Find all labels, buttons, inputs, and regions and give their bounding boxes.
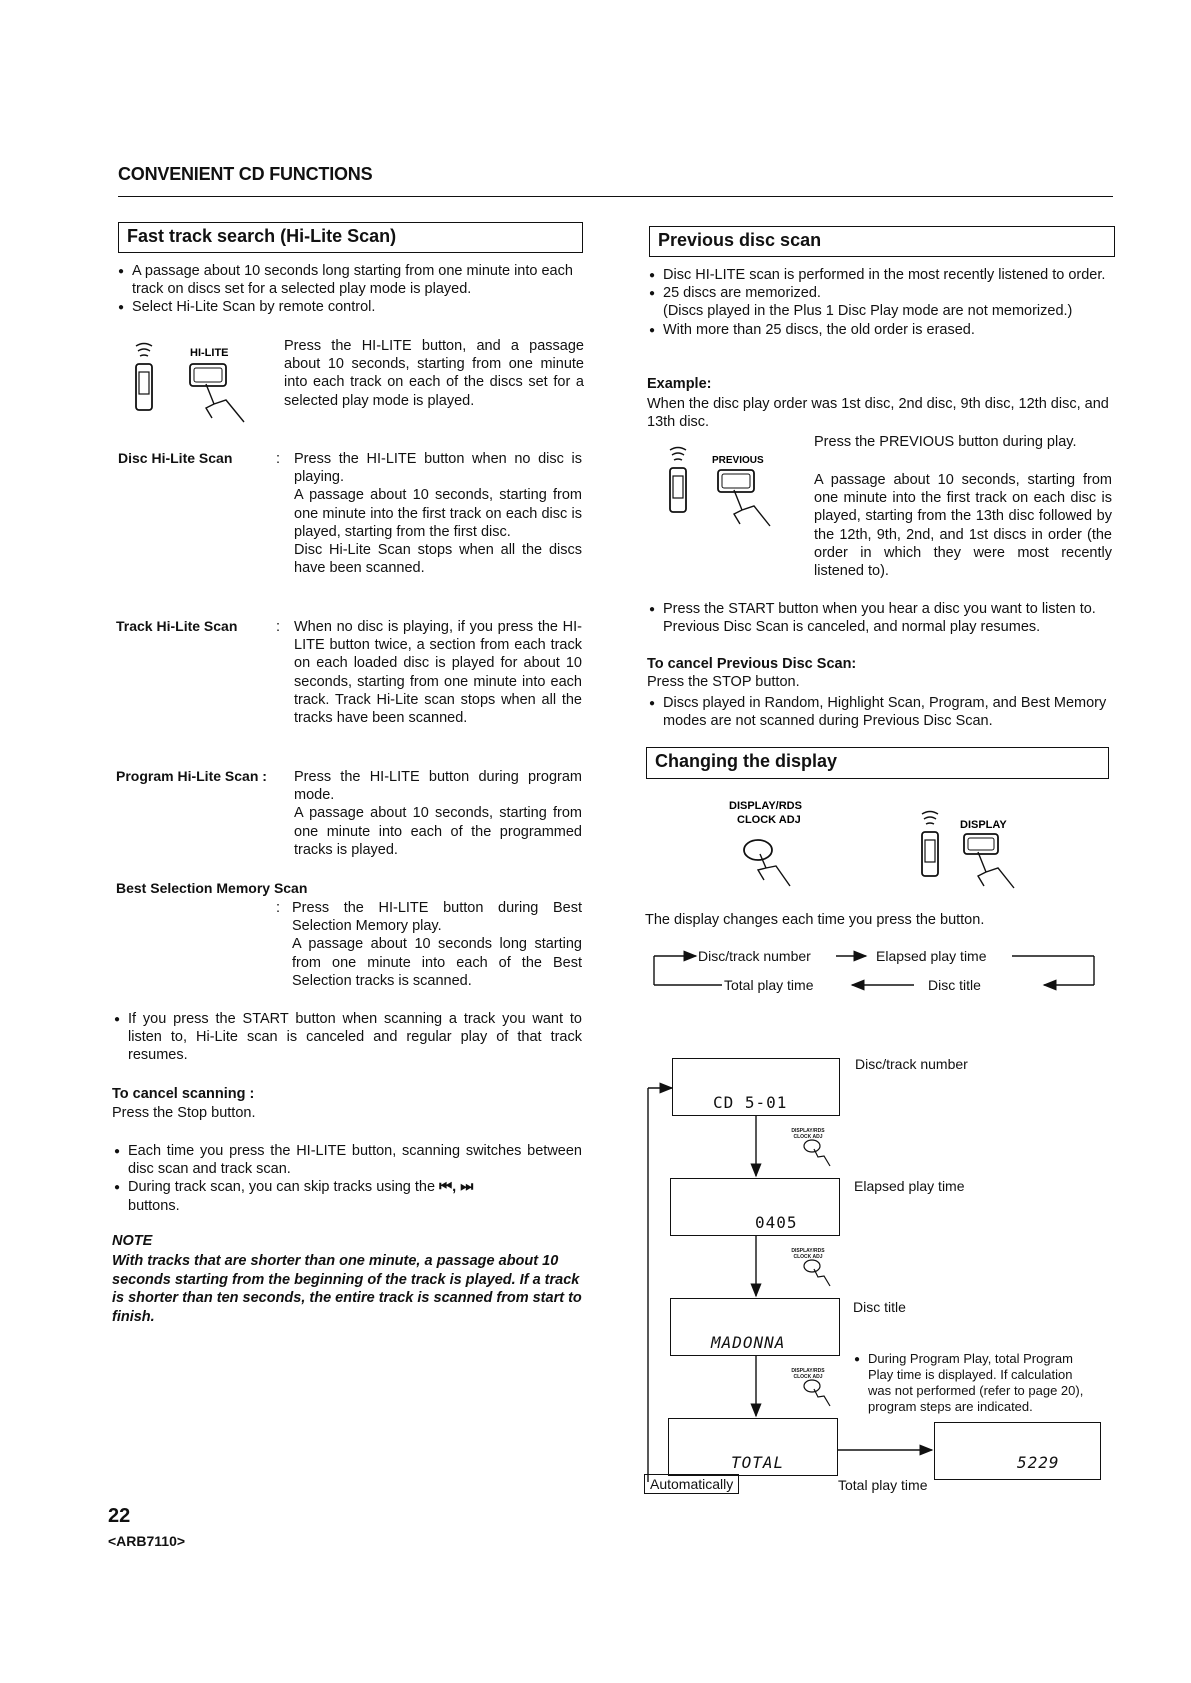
each-time-point: ● Each time you press the HI-LITE button, scanning switches between disc scan and track scan. (112, 1142, 582, 1178)
changing-display-heading: Changing the display (646, 747, 1109, 779)
cancel-scanning-text: Press the Stop button. (112, 1105, 256, 1121)
previous-start (647, 600, 1115, 636)
previous-disc-heading: Previous disc scan (649, 226, 1115, 257)
mode-term-disc: Disc Hi-Lite Scan (118, 450, 233, 466)
previous-start-text: ● Press the START button when you hear a disc you want to listen to. Previous Disc Scan is canceled, and normal play resumes. (647, 600, 1115, 636)
example-text: When the disc play order was 1st disc, 2nd disc, 9th disc, 12th disc, and 13th disc. (647, 396, 1109, 431)
display-button-illustration (720, 798, 820, 890)
lcd-disc-track-text: CD 5-01 (713, 1093, 788, 1112)
automatically-label: Automatically (644, 1474, 739, 1494)
skip-icons: ⏮, ⏭ (439, 1179, 474, 1196)
section-header: CONVENIENT CD FUNCTIONS (118, 164, 373, 184)
flow-label-disc-title: Disc title (853, 1299, 906, 1315)
cycle-total: Total play time (724, 977, 814, 993)
lcd-total-time (934, 1422, 1101, 1480)
total-play-time-label: Total play time (838, 1477, 928, 1493)
lcd-disc-title (670, 1298, 840, 1356)
fast-track-heading: Fast track search (Hi-Lite Scan) (118, 222, 583, 253)
display-btn-label-1: DISPLAY/RDS (729, 800, 802, 812)
each-time-list (112, 1142, 582, 1215)
note-title: NOTE (112, 1233, 153, 1249)
lcd-elapsed (670, 1178, 840, 1236)
page-number: 22 (108, 1505, 131, 1527)
display-remote-label: DISPLAY (960, 819, 1007, 831)
display-changes-text: The display changes each time you press the button. (645, 912, 985, 928)
mode-term-track: Track Hi-Lite Scan (116, 618, 238, 634)
document-code: <ARB7110> (108, 1533, 186, 1549)
header-rule (118, 196, 1113, 197)
previous-point: ● With more than 25 discs, the old order is erased. (647, 321, 1115, 339)
lcd-total-text: TOTAL (731, 1453, 785, 1472)
display-remote-illustration (914, 808, 1034, 893)
hilite-button-label: HI-LITE (190, 347, 229, 359)
mode-desc-track: When no disc is playing, if you press the HI-LITE button twice, a section from each track on each loaded disc is played for about 10 seconds, starting from one minute into each track. Track Hi-Lite scan stops when all the tracks have been scanned. (294, 619, 582, 727)
best-term: Best Selection Memory Scan (116, 880, 308, 896)
mini-btn-label-1: DISPLAY/RDS CLOCK ADJ (791, 1128, 825, 1140)
previous-point: ● Disc HI-LITE scan is performed in the most recently listened to order. (647, 266, 1115, 284)
flow-label-elapsed: Elapsed play time (854, 1178, 965, 1194)
mode-colon: : (276, 451, 281, 467)
cancel-previous-title: To cancel Previous Disc Scan: (647, 656, 857, 672)
intro-point: ● A passage about 10 seconds long starting from one minute into each track on discs set for a selected play mode is played. (116, 262, 586, 298)
mode-colon: : (276, 900, 281, 916)
intro-point: ● Select Hi-Lite Scan by remote control. (116, 298, 586, 316)
lcd-disc-track (672, 1058, 840, 1116)
mode-desc-program: Press the HI-LITE button during program mode. A passage about 10 seconds, starting from one minute into each of the programmed tracks is played. (294, 769, 582, 858)
cancel-previous-text: Press the STOP button. (647, 674, 800, 690)
previous-desc: A passage about 10 seconds, starting from one minute into the first track on each disc is played, starting from the 13th disc followed by the 12th, 9th, 2nd, and 1st discs in order (the order in which they were most recently listened to). (814, 472, 1112, 580)
previous-remote-illustration (662, 444, 792, 534)
example-title: Example: (647, 376, 712, 392)
start-note (112, 1010, 582, 1065)
mode-desc-disc: Press the HI-LITE button when no disc is playing. A passage about 10 seconds, starting from one minute into the first track on each disc is played, starting from the first disc. Disc Hi-Lite Scan stops when all the discs have been scanned. (294, 451, 582, 577)
skip-tail: buttons. (128, 1197, 180, 1214)
previous-button-label: PREVIOUS (712, 455, 764, 466)
cycle-disc-title: Disc title (928, 977, 981, 993)
lcd-total-time-text: 5229 (1017, 1453, 1060, 1472)
mode-term-program: Program Hi-Lite Scan : (116, 768, 267, 784)
lcd-elapsed-text: 0405 (755, 1213, 798, 1232)
press-previous: Press the PREVIOUS button during play. (814, 434, 1077, 450)
program-play-note-text: ● During Program Play, total Program Play time is displayed. If calculation was not performed (refer to page 20), program steps are indicated. (852, 1351, 1092, 1415)
note-text: With tracks that are shorter than one minute, a passage about 10 seconds starting from the beginning of the track is played. If a track is shorter than ten seconds, the entire track is scanned from start to finish. (112, 1253, 582, 1325)
mini-btn-label-2: DISPLAY/RDS CLOCK ADJ (791, 1248, 825, 1260)
cancel-previous-note-text: ● Discs played in Random, Highlight Scan, Program, and Best Memory modes are not scanned during Previous Disc Scan. (647, 694, 1115, 730)
lcd-total (668, 1418, 838, 1476)
hilite-remote-illustration (128, 340, 268, 430)
cancel-scanning-title: To cancel scanning : (112, 1086, 255, 1102)
mini-btn-label-3: DISPLAY/RDS CLOCK ADJ (791, 1368, 825, 1380)
skip-point (112, 1178, 582, 1214)
flow-label-disc-track: Disc/track number (855, 1056, 968, 1072)
remote-desc: Press the HI-LITE button, and a passage about 10 seconds, starting from one minute into each track on each of the discs set for a selected play mode is played. (284, 338, 584, 409)
cycle-elapsed: Elapsed play time (876, 948, 987, 964)
cancel-previous-note (647, 694, 1115, 730)
skip-text: During track scan, you can skip tracks using the (128, 1179, 436, 1196)
program-play-note (852, 1351, 1092, 1415)
cycle-disc-track: Disc/track number (698, 948, 811, 964)
lcd-disc-title-text: MADONNA (711, 1333, 786, 1352)
start-note-text: ● If you press the START button when scanning a track you want to listen to, Hi-Lite scan is canceled and regular play of that track resumes. (112, 1010, 582, 1065)
mode-colon: : (276, 619, 281, 635)
display-btn-label-2: CLOCK ADJ (737, 814, 801, 826)
previous-points (647, 266, 1115, 339)
hilite-intro (116, 262, 586, 317)
previous-point: ● 25 discs are memorized. (Discs played in the Plus 1 Disc Play mode are not memorized.) (647, 284, 1115, 320)
best-desc: Press the HI-LITE button during Best Selection Memory play. A passage about 10 seconds long starting from one minute into each of the Best Selection tracks is scanned. (292, 900, 582, 989)
